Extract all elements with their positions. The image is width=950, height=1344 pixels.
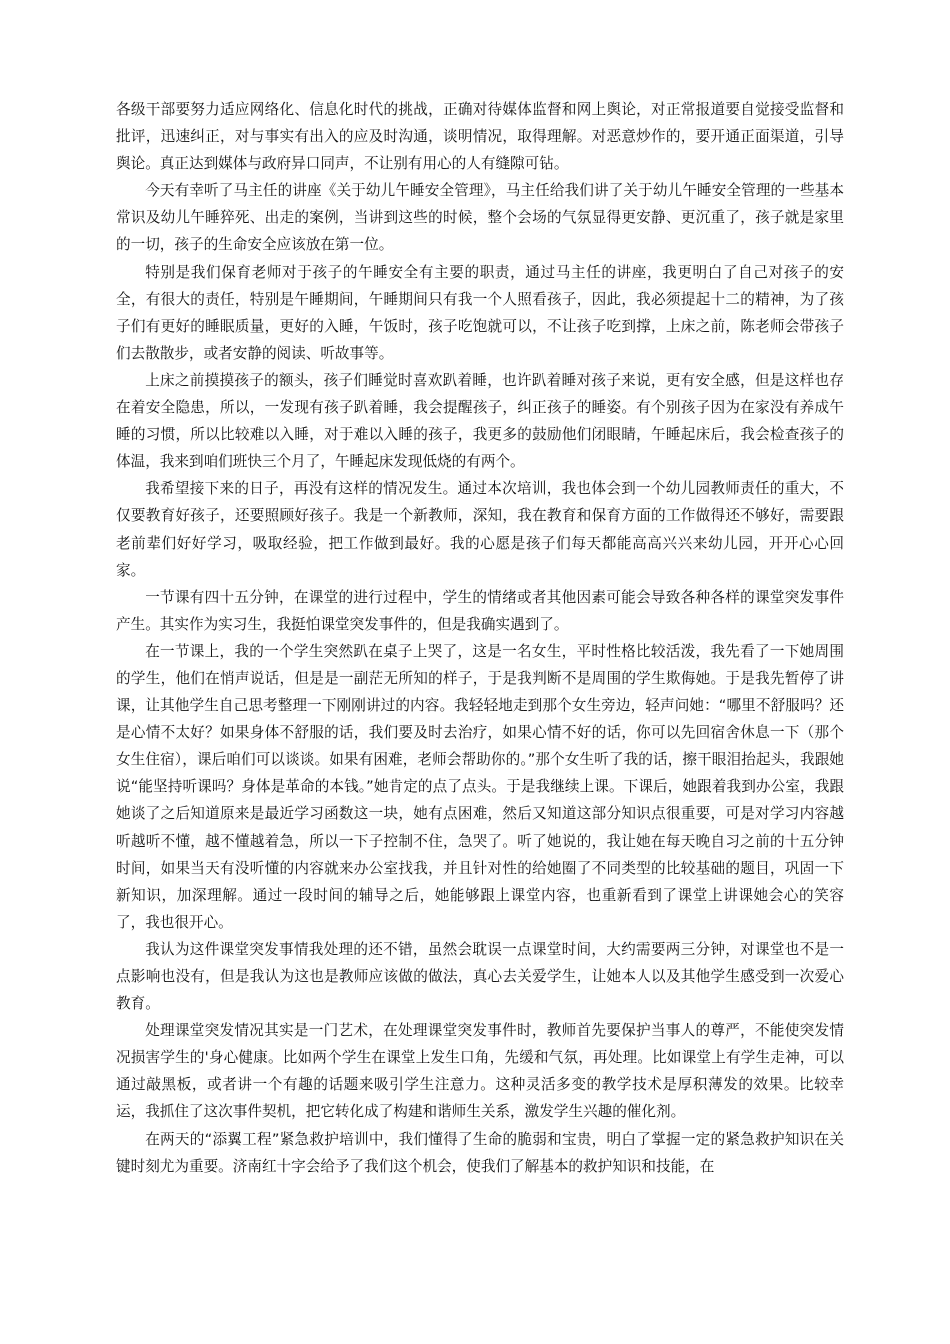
document-body [116,96,844,1180]
paragraph-9: 处理课堂突发情况其实是一门艺术，在处理课堂突发事件时，教师首先要保护当事人的尊严，不能使突发情况损害学生的'身心健康。比如两个学生在课堂上发生口角，先缓和气氛，再处理。比如课堂上有学生走神，可以通过敲黑板，或者讲一个有趣的话题来吸引学生注意力。这种灵活多变的教学技术是厚积薄发的效果。比较幸运，我抓住了这次事件契机，把它转化成了构建和谐师生关系，激发学生兴趣的催化剂。 [116,1022,844,1121]
paragraph-5: 我希望接下来的日子，再没有这样的情况发生。通过本次培训，我也体会到一个幼儿园教师责任的重大，不仅要教育好孩子，还要照顾好孩子。我是一个新教师，深知，我在教育和保育方面的工作做得还不够好，需要跟老前辈们好好学习，吸取经验，把工作做到最好。我的心愿是孩子们每天都能高高兴兴来幼儿园，开开心心回家。 [116,480,844,579]
paragraph-2: 今天有幸听了马主任的讲座《关于幼儿午睡安全管理》，马主任给我们讲了关于幼儿午睡安全管理的一些基本常识及幼儿午睡猝死、出走的案例，当讲到这些的时候，整个会场的气氛显得更安静、更沉重了，孩子就是家里的一切，孩子的生命安全应该放在第一位。 [116,182,844,254]
paragraph-1: 各级干部要努力适应网络化、信息化时代的挑战，正确对待媒体监督和网上舆论，对正常报道要自觉接受监督和批评，迅速纠正，对与事实有出入的应及时沟通，谈明情况，取得理解。对恶意炒作的，要开通正面渠道，引导舆论。真正达到媒体与政府异口同声，不让别有用心的人有缝隙可钻。 [116,101,844,173]
paragraph-6: 一节课有四十五分钟，在课堂的进行过程中，学生的情绪或者其他因素可能会导致各种各样的课堂突发事件产生。其实作为实习生，我挺怕课堂突发事件的，但是我确实遇到了。 [116,588,844,633]
paragraph-3: 特别是我们保育老师对于孩子的午睡安全有主要的职责，通过马主任的讲座，我更明白了自己对孩子的安全，有很大的责任，特别是午睡期间，午睡期间只有我一个人照看孩子，因此，我必须提起十二的精神，为了孩子们有更好的睡眠质量，更好的入睡，午饭时，孩子吃饱就可以，不让孩子吃到撑，上床之前，陈老师会带孩子们去散散步，或者安静的阅读、听故事等。 [116,263,844,362]
paragraph-10: 在两天的“添翼工程”紧急救护培训中，我们懂得了生命的脆弱和宝贵，明白了掌握一定的紧急救护知识在关键时刻尤为重要。济南红十字会给予了我们这个机会，使我们了解基本的救护知识和技能，在 [116,1130,844,1175]
paragraph-7: 在一节课上，我的一个学生突然趴在桌子上哭了，这是一名女生，平时性格比较活泼，我先看了一下她周围的学生，他们在悄声说话，但是是一副茫无所知的样子，于是我判断不是周围的学生欺侮她。于是我先暂停了讲课，让其他学生自己思考整理一下刚刚讲过的内容。我轻轻地走到那个女生旁边，轻声问她：“哪里不舒服吗？还是心情不太好？如果身体不舒服的话，我们要及时去治疗，如果心情不好的话，你可以先回宿舍休息一下（那个女生住宿），课后咱们可以谈谈。如果有困难，老师会帮助你的。”那个女生听了我的话，擦干眼泪抬起头，我跟她说“能坚持听课吗？身体是革命的本钱。”她肯定的点了点头。于是我继续上课。下课后，她跟着我到办公室，我跟她谈了之后知道原来是最近学习函数这一块，她有点困难，然后又知道这部分知识点很重要，可是对学习内容越听越听不懂，越不懂越着急，所以一下子控制不住，急哭了。听了她说的，我让她在每天晚自习之前的十五分钟时间，如果当天有没听懂的内容就来办公室找我，并且针对性的给她圈了不同类型的比较基础的题目，巩固一下新知识，加深理解。通过一段时间的辅导之后，她能够跟上课堂内容，也重新看到了课堂上讲课她会心的笑容了，我也很开心。 [116,642,844,931]
paragraph-8: 我认为这件课堂突发事情我处理的还不错，虽然会耽误一点课堂时间，大约需要两三分钟，对课堂也不是一点影响也没有，但是我认为这也是教师应该做的做法，真心去关爱学生，让她本人以及其他学生感受到一次爱心教育。 [116,940,844,1013]
paragraph-4: 上床之前摸摸孩子的额头，孩子们睡觉时喜欢趴着睡，也许趴着睡对孩子来说，更有安全感，但是这样也存在着安全隐患，所以，一发现有孩子趴着睡，我会提醒孩子，纠正孩子的睡姿。有个别孩子因为在家没有养成午睡的习惯，所以比较难以入睡，对于难以入睡的孩子，我更多的鼓励他们闭眼睛，午睡起床后，我会检查孩子的体温，我来到咱们班快三个月了，午睡起床发现低烧的有两个。 [116,371,844,471]
